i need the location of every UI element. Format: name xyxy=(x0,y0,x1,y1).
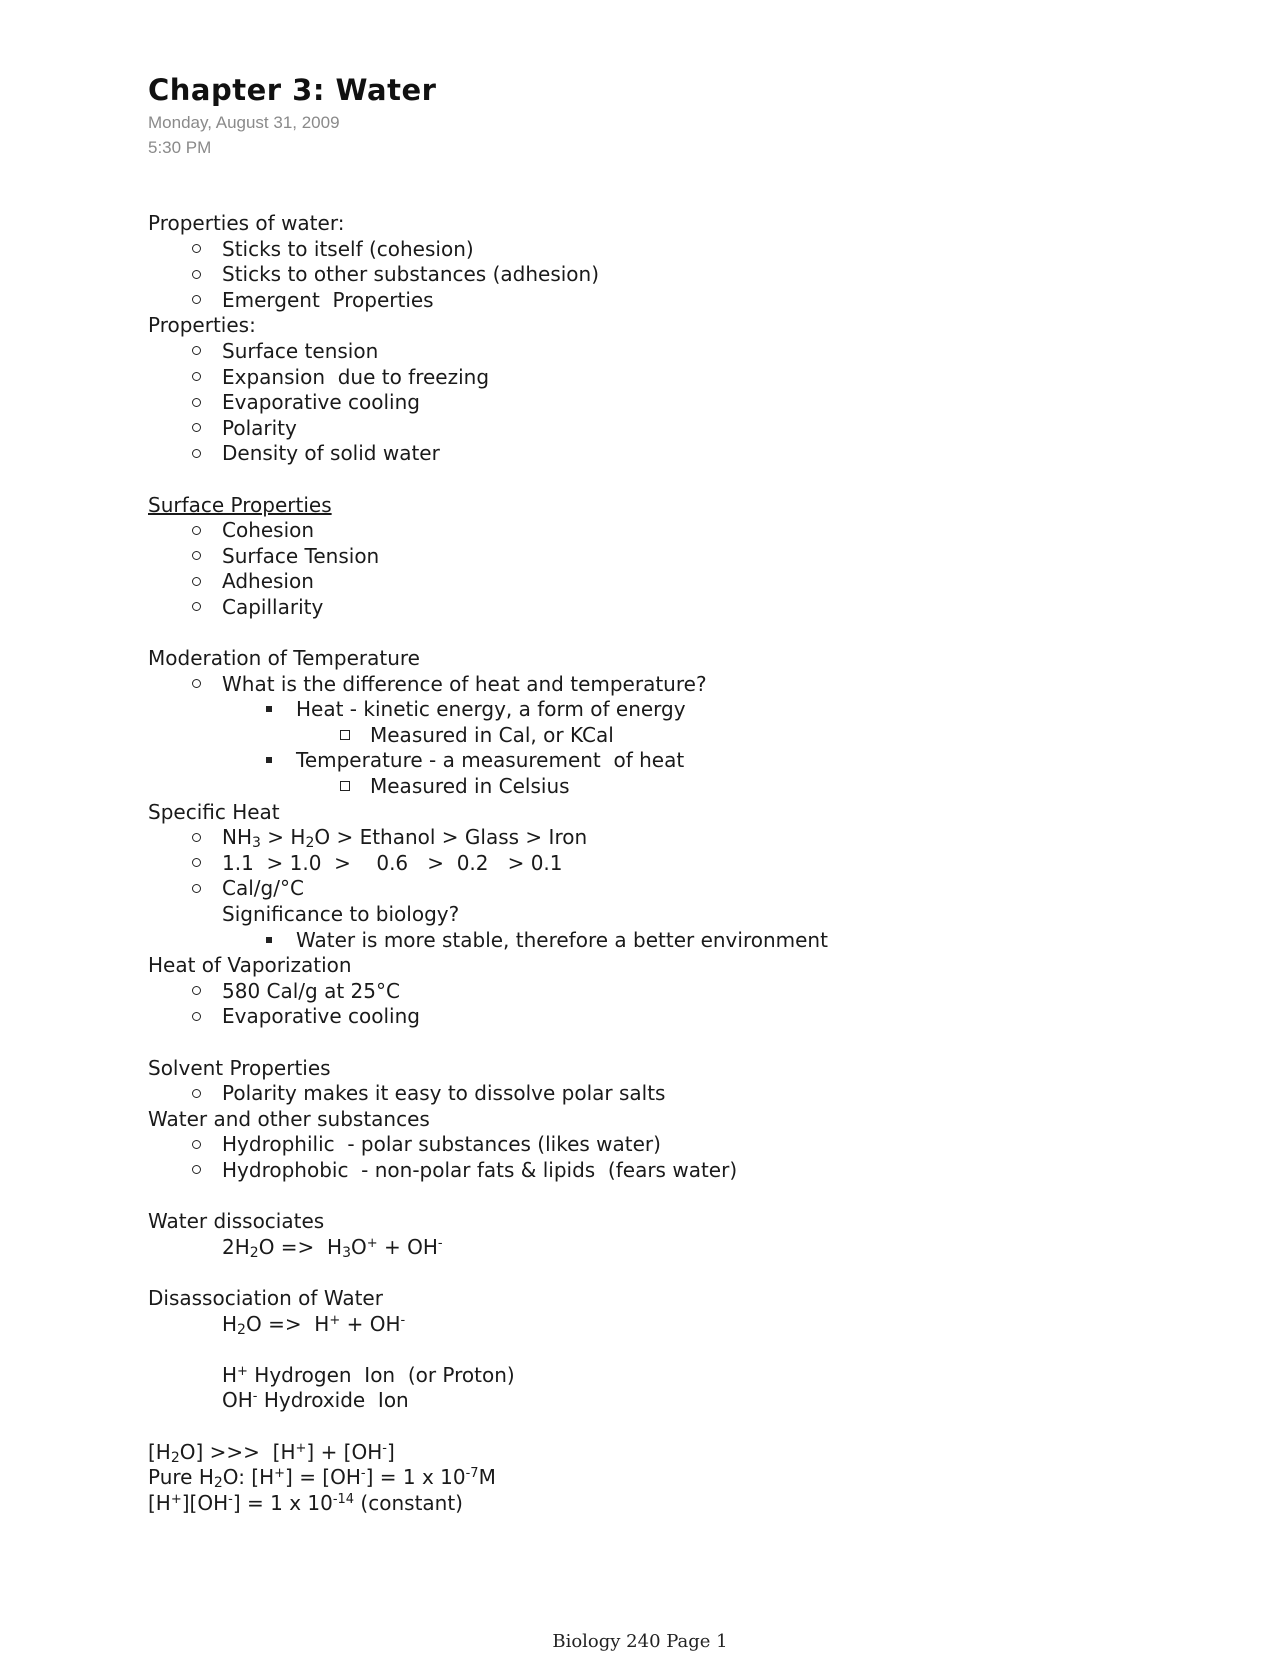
list-item: Hydrophilic - polar substances (likes water) xyxy=(148,1132,1228,1158)
circle-bullet-icon xyxy=(192,288,201,314)
list-item: Capillarity xyxy=(148,595,1228,621)
circle-bullet-icon xyxy=(192,1158,201,1184)
list-item: 580 Cal/g at 25°C xyxy=(148,979,1228,1005)
circle-bullet-icon xyxy=(192,595,201,621)
circle-bullet-icon xyxy=(192,416,201,442)
list-item: Water is more stable, therefore a better environment xyxy=(148,928,1228,954)
note-page xyxy=(148,70,1228,1516)
text-line: Significance to biology? xyxy=(222,902,460,927)
list-item: Polarity xyxy=(148,416,1228,442)
list-item: Surface Tension xyxy=(148,544,1228,570)
circle-bullet-icon xyxy=(192,569,201,595)
circle-bullet-icon xyxy=(192,544,201,570)
list-item: Heat - kinetic energy, a form of energy xyxy=(148,697,1228,723)
checkbox-bullet-icon xyxy=(340,723,350,749)
list-item: Surface tension xyxy=(148,339,1228,365)
list-item: 1.1 > 1.0 > 0.6 > 0.2 > 0.1 xyxy=(148,851,1228,877)
note-date: Monday, August 31, 2009 xyxy=(148,113,340,132)
section-heading: Moderation of Temperature xyxy=(148,646,420,671)
list-item: Adhesion xyxy=(148,569,1228,595)
list-item: Cohesion xyxy=(148,518,1228,544)
equation-line: $[H_2O]$ >>> [H+] + [OH-] xyxy=(148,1439,395,1466)
square-bullet-icon xyxy=(266,928,272,954)
text-line: OH- Hydroxide Ion xyxy=(222,1388,409,1413)
equation-line: $H_2O => H^+ + OH^-$ xyxy=(222,1311,406,1338)
circle-bullet-icon xyxy=(192,237,201,263)
list-item: Measured in Celsius xyxy=(148,774,1228,800)
circle-bullet-icon xyxy=(192,851,201,877)
circle-bullet-icon xyxy=(192,825,201,851)
circle-bullet-icon xyxy=(192,1081,201,1107)
list-item: Density of solid water xyxy=(148,441,1228,467)
circle-bullet-icon xyxy=(192,339,201,365)
circle-bullet-icon xyxy=(192,365,201,391)
list-item: Sticks to itself (cohesion) xyxy=(148,237,1228,263)
circle-bullet-icon xyxy=(192,441,201,467)
list-item: Sticks to other substances (adhesion) xyxy=(148,262,1228,288)
list-item: Hydrophobic - non-polar fats & lipids (fears water) xyxy=(148,1158,1228,1184)
list-item: Emergent Properties xyxy=(148,288,1228,314)
list-item: Temperature - a measurement of heat xyxy=(148,748,1228,774)
page-title: Chapter 3: Water xyxy=(148,73,437,107)
section-heading: Properties: xyxy=(148,313,256,338)
list-item: $NH_3 > H_2O$ > Ethanol > Glass > Iron xyxy=(148,825,1228,851)
list-item: Polarity makes it easy to dissolve polar salts xyxy=(148,1081,1228,1107)
note-body xyxy=(148,211,1228,1516)
circle-bullet-icon xyxy=(192,876,201,902)
section-heading: Solvent Properties xyxy=(148,1055,331,1080)
circle-bullet-icon xyxy=(192,390,201,416)
circle-bullet-icon xyxy=(192,1132,201,1158)
square-bullet-icon xyxy=(266,697,272,723)
section-heading: Water dissociates xyxy=(148,1209,325,1234)
section-heading: Properties of water: xyxy=(148,211,345,235)
list-item: Measured in Cal, or KCal xyxy=(148,723,1228,749)
list-item: Cal/g/°C xyxy=(148,876,1228,902)
list-item: What is the difference of heat and temperature? xyxy=(148,672,1228,698)
checkbox-bullet-icon xyxy=(340,774,350,800)
page-footer: Biology 240 Page 1 xyxy=(552,1631,728,1652)
text-line: H+ Hydrogen Ion (or Proton) xyxy=(222,1362,515,1387)
list-item: Expansion due to freezing xyxy=(148,365,1228,391)
list-item: Evaporative cooling xyxy=(148,390,1228,416)
list-item: Evaporative cooling xyxy=(148,1004,1228,1030)
equation-line: Pure $H_2O$: [H+] = [OH-] = 1 x $10^{-7}M$ xyxy=(148,1465,496,1492)
circle-bullet-icon xyxy=(192,262,201,288)
section-heading: Surface Properties xyxy=(148,492,332,517)
section-heading: Specific Heat xyxy=(148,799,280,824)
section-heading: Water and other substances xyxy=(148,1106,430,1131)
equation-line: $2H_2O => H_3O^+ + OH^-$ xyxy=(222,1234,443,1261)
circle-bullet-icon xyxy=(192,672,201,698)
section-heading: Heat of Vaporization xyxy=(148,953,352,978)
square-bullet-icon xyxy=(266,748,272,774)
section-heading: Disassociation of Water xyxy=(148,1285,383,1310)
equation-line: [H+][OH-] = 1 x $10^{-14}$ (constant) xyxy=(148,1490,463,1515)
circle-bullet-icon xyxy=(192,1004,201,1030)
circle-bullet-icon xyxy=(192,518,201,544)
circle-bullet-icon xyxy=(192,979,201,1005)
note-time: 5:30 PM xyxy=(148,138,212,157)
